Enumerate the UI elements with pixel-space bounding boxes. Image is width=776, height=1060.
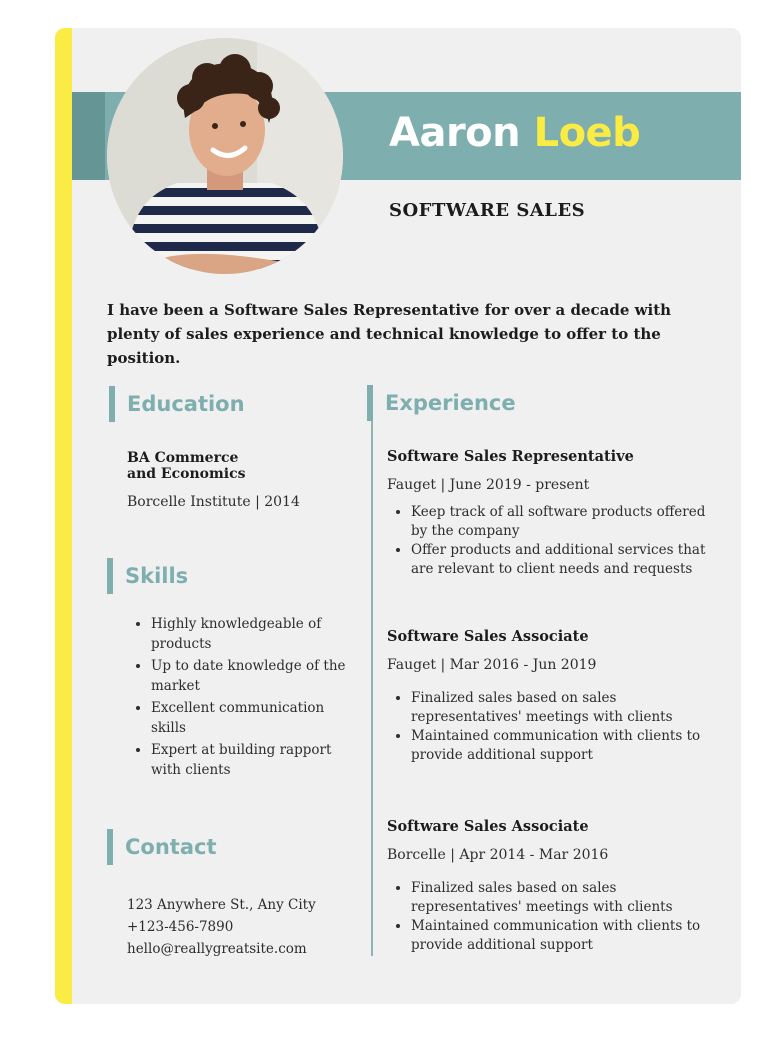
experience-heading: Experience [367, 385, 516, 421]
job-bullet: • Maintained communication with clients to provide additional support [411, 917, 722, 955]
skills-heading: Skills [107, 558, 188, 594]
column-divider [371, 386, 373, 956]
education-heading: Education [109, 386, 245, 422]
job-meta: Fauget | June 2019 - present [387, 477, 590, 493]
degree-line-2: and Economics [127, 466, 246, 482]
education-degree [127, 450, 246, 482]
skill-item: • Expert at building rapport with clients [151, 740, 349, 780]
skill-item: • Highly knowledgeable of products [151, 614, 349, 654]
education-institution: Borcelle Institute | 2014 [127, 494, 300, 510]
job-bullet: • Keep track of all software products offered by the company [411, 503, 722, 541]
job-role: Software Sales Representative [387, 448, 634, 465]
contact-details [127, 894, 316, 960]
job-bullet: • Finalized sales based on sales representatives' meetings with clients [411, 879, 722, 917]
job-bullet: • Maintained communication with clients to provide additional support [411, 727, 722, 765]
job-role: Software Sales Associate [387, 628, 589, 645]
person-illustration [107, 38, 343, 274]
job-role: Software Sales Associate [387, 818, 589, 835]
person-name [389, 110, 640, 156]
profile-photo [107, 38, 343, 274]
job-bullet: • Finalized sales based on sales representatives' meetings with clients [411, 689, 722, 727]
skill-item: • Excellent communication skills [151, 698, 349, 738]
job-meta: Borcelle | Apr 2014 - Mar 2016 [387, 847, 609, 863]
job-entry [387, 448, 722, 579]
resume-card [55, 28, 741, 1004]
profile-summary: I have been a Software Sales Representative for over a decade with plenty of sales experience and technical knowledge to offer to the position. [107, 301, 672, 367]
job-entry [387, 628, 722, 765]
contact-address: 123 Anywhere St., Any City [127, 897, 316, 913]
last-name: Loeb [533, 110, 641, 156]
header-banner-accent [72, 92, 105, 180]
job-bullet: • Offer products and additional services that are relevant to client needs and requests [411, 541, 722, 579]
contact-email: hello@reallygreatsite.com [127, 941, 307, 957]
degree-line-1: BA Commerce [127, 450, 239, 466]
contact-heading: Contact [107, 829, 217, 865]
contact-phone: +123-456-7890 [127, 919, 234, 935]
yellow-stripe [55, 28, 72, 1004]
skill-item: • Up to date knowledge of the market [151, 656, 349, 696]
job-title: SOFTWARE SALES [389, 200, 586, 221]
job-meta: Fauget | Mar 2016 - Jun 2019 [387, 657, 597, 673]
skills-list [129, 614, 349, 782]
first-name: Aaron [389, 110, 521, 156]
job-entry [387, 818, 722, 955]
